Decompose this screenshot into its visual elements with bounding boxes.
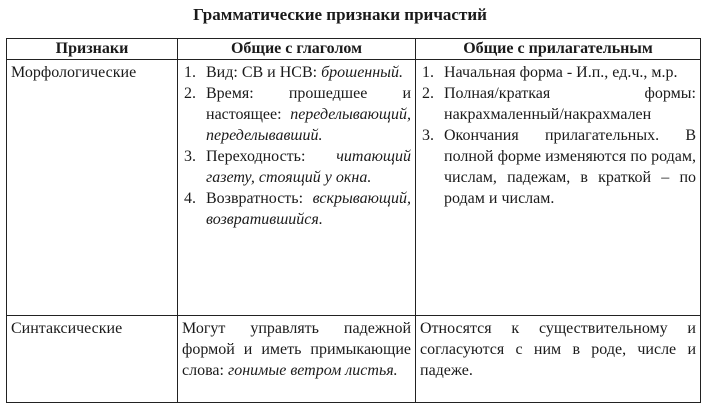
row-label-syntactic: Синтаксические xyxy=(7,316,178,403)
list-item-text: Полная/краткая формы: накрахмаленный/накрахмален xyxy=(444,85,696,123)
list-item xyxy=(182,83,411,146)
list-number: 2. xyxy=(422,85,434,102)
list-item-example: читающий газету, стоящий у окна. xyxy=(206,148,411,186)
list-number: 3. xyxy=(184,148,196,165)
cell-text: Могут управлять падежной формой и иметь примыкающие слова: xyxy=(182,320,411,379)
cell-example: гонимые ветром листья. xyxy=(227,362,398,379)
column-header-features: Признаки xyxy=(7,39,178,60)
list-item-text: Время: прошедшее и настоящее: xyxy=(206,85,411,123)
list-number: 1. xyxy=(184,64,196,81)
page-title: Грамматические признаки причастий xyxy=(193,5,487,24)
list-number: 3. xyxy=(422,127,434,144)
list-item-text: Начальная форма - И.п., ед.ч., м.р. xyxy=(444,64,678,81)
list-item xyxy=(182,188,411,230)
list-item-text: Возвратность: xyxy=(206,190,304,207)
cell-morph-verb xyxy=(178,60,416,316)
table-row-morphological xyxy=(7,60,701,316)
participle-features-table xyxy=(6,38,701,403)
table-header-row xyxy=(7,39,701,60)
cell-morph-adjective xyxy=(416,60,701,316)
cell-synt-adjective: Относятся к существительному и согласуются с ним в роде, числе и падеже. xyxy=(416,316,701,403)
list-item-example: брошенный. xyxy=(321,64,404,81)
table-row-syntactic xyxy=(7,316,701,403)
cell-synt-verb xyxy=(178,316,416,403)
list-number: 2. xyxy=(184,85,196,102)
list-item xyxy=(420,62,696,83)
list-item-example: вскрывающий, возвратившийся. xyxy=(206,190,411,228)
list-number: 1. xyxy=(422,64,434,81)
list-item xyxy=(420,83,696,125)
list-item-text: Переходность: xyxy=(206,148,306,165)
list-item-text: Окончания прилагательных. В полной форме изменяются по родам, числам, падежам, в краткой – по родам и числам. xyxy=(444,127,696,207)
list-item xyxy=(182,146,411,188)
row-label-morphological: Морфологические xyxy=(7,60,178,316)
list-item-text: Вид: СВ и НСВ: xyxy=(206,64,318,81)
list-number: 4. xyxy=(184,190,196,207)
column-header-adjective: Общие с прилагательным xyxy=(416,39,701,60)
list-item xyxy=(182,62,411,83)
column-header-verb: Общие с глаголом xyxy=(178,39,416,60)
list-item xyxy=(420,125,696,209)
list-item-example: переделывающий, переделывавший. xyxy=(206,106,411,144)
